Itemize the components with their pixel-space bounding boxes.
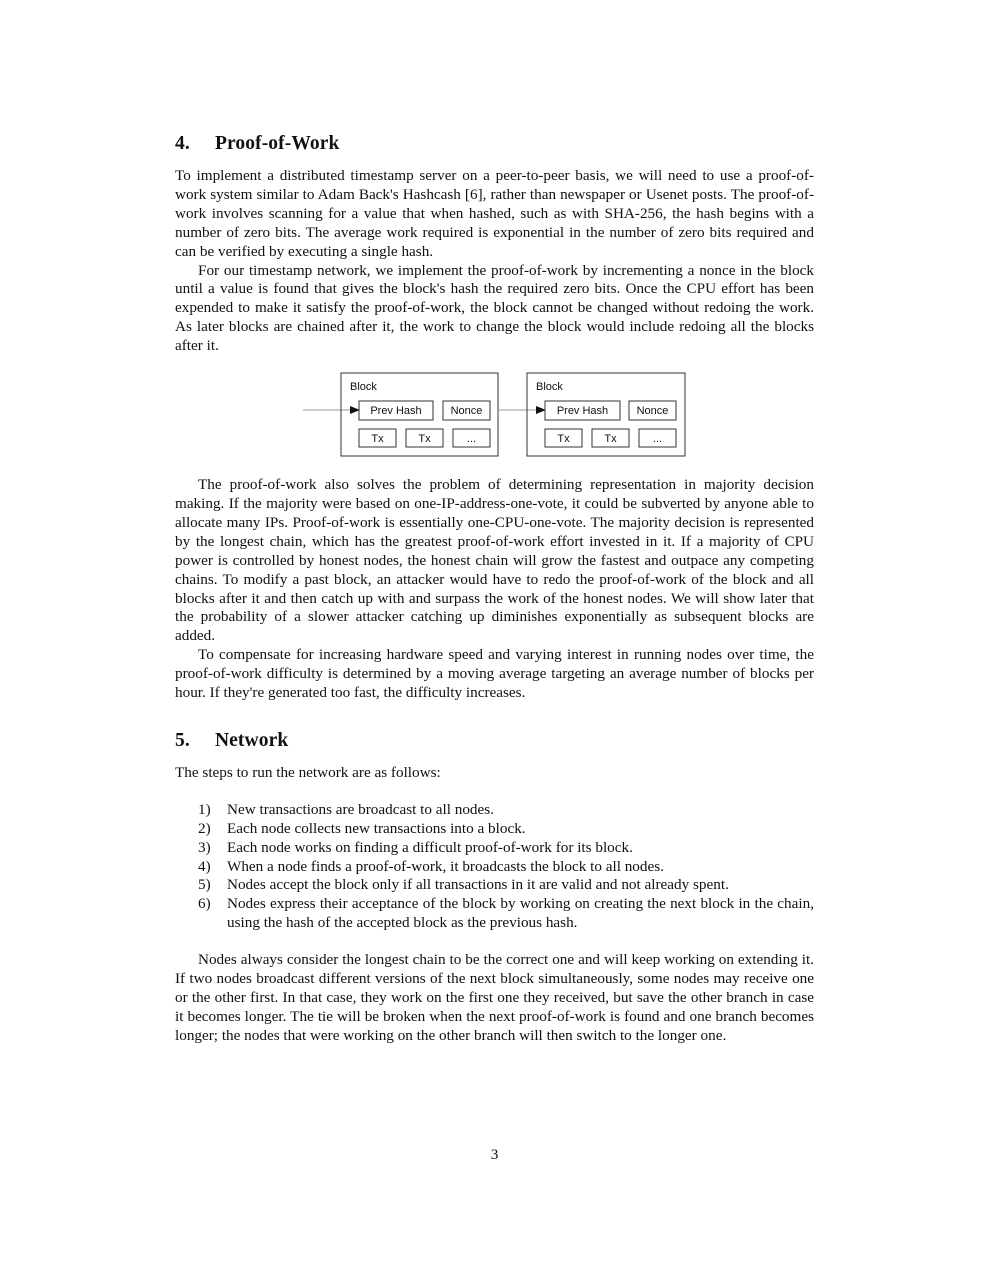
list-item — [198, 858, 814, 877]
section-4-title: Proof-of-Work — [215, 133, 340, 154]
block-1 — [341, 373, 498, 456]
block-1-tx-1: Tx — [371, 433, 384, 446]
page-content — [175, 130, 814, 1046]
list-item — [198, 895, 814, 933]
section-5-number: 5. — [175, 729, 190, 751]
step-number: 6) — [198, 895, 211, 913]
block-2-tx-2: Tx — [604, 433, 617, 446]
step-number: 5) — [198, 876, 211, 894]
page-number: 3 — [490, 1146, 499, 1163]
block-2-label: Block — [536, 381, 563, 394]
block-1-label: Block — [350, 381, 377, 394]
section-4-heading — [175, 130, 814, 158]
section-5-title: Network — [215, 729, 289, 751]
list-item — [198, 820, 814, 839]
block-2-tx-1: Tx — [557, 433, 570, 446]
section-5-closing-paragraph: Nodes always consider the longest chain to be the correct one and will keep working on extending it. If two nodes broadcast different versions of the next block simultaneously, some nodes may receive one or the other first. In that case, they work on the first one they received, but save the other branch in case it becomes longer. The tie will be broken when the next proof-of-work is found and one branch becomes longer; the nodes that were working on the other branch will then switch to the longer one. — [175, 951, 814, 1044]
section-4-paragraph-2: For our timestamp network, we implement the proof-of-work by incrementing a nonce in the block until a value is found that gives the block's hash the required zero bits. Once the CPU effort has been expended to make it satisfy the proof-of-work, the block cannot be changed without redoing the work. As later blocks are chained after it, the work to change the block would include redoing all the blocks after it. — [175, 261, 814, 355]
block-1-nonce: Nonce — [450, 405, 483, 418]
step-number: 1) — [198, 800, 211, 818]
step-number: 4) — [198, 857, 211, 875]
section-4-number: 4. — [175, 133, 190, 154]
step-text: Each node collects new transactions into a block. — [227, 819, 526, 837]
network-steps-list — [198, 801, 814, 933]
section-5-heading — [175, 727, 814, 755]
block-2-tx-more: ... — [652, 433, 663, 446]
step-text: Nodes express their acceptance of the block by working on creating the next block in the chain, using the hash of the accepted block as the previous hash. — [227, 895, 814, 932]
block-1-prev-hash: Prev Hash — [370, 405, 422, 418]
block-1-tx-2: Tx — [418, 433, 431, 446]
block-2-nonce: Nonce — [636, 405, 669, 418]
block-2-prev-hash: Prev Hash — [556, 405, 609, 418]
list-item — [198, 839, 814, 858]
step-number: 2) — [198, 819, 211, 837]
list-item — [198, 876, 814, 895]
section-5-intro: The steps to run the network are as follows: — [175, 763, 441, 781]
section-4-paragraph-3: The proof-of-work also solves the problem of determining representation in majority decision making. If the majority were based on one-IP-address-one-vote, it could be subverted by anyone able to allocate many IPs. Proof-of-work is essentially one-CPU-one-vote. The majority decision is represented by the longest chain, which has the greatest proof-of-work effort invested in it. If a majority of CPU power is controlled by honest nodes, the honest chain will grow the fastest and outpace any competing chains. To modify a past block, an attacker would have to redo the proof-of-work of the block and all blocks after it and then catch up with and surpass the work of the honest nodes. We will show later that the probability of a slower attacker catching up diminishes exponentially as subsequent blocks are added. — [175, 476, 814, 645]
step-text: Each node works on finding a difficult proof-of-work for its block. — [227, 838, 633, 856]
list-item — [198, 801, 814, 820]
step-text: Nodes accept the block only if all transactions in it are valid and not already spent. — [227, 876, 729, 894]
section-4-paragraph-1: To implement a distributed timestamp server on a peer-to-peer basis, we will need to use a proof-of-work system similar to Adam Back's Hashcash [6], rather than newspaper or Usenet posts. The proof-of-work involves scanning for a value that when hashed, such as with SHA-256, the hash begins with a number of zero bits. The average work required is exponential in the number of zero bits required and can be verified by executing a single hash. — [175, 167, 814, 260]
block-chain-diagram — [175, 372, 814, 460]
block-1-tx-more: ... — [466, 433, 477, 446]
block-2 — [527, 373, 685, 456]
step-text: New transactions are broadcast to all nodes. — [227, 800, 494, 818]
step-number: 3) — [198, 838, 211, 856]
step-text: When a node finds a proof-of-work, it broadcasts the block to all nodes. — [227, 857, 664, 875]
section-4-paragraph-4: To compensate for increasing hardware speed and varying interest in running nodes over time, the proof-of-work difficulty is determined by a moving average targeting an average number of blocks per hour. If they're generated too fast, the difficulty increases. — [175, 646, 814, 702]
